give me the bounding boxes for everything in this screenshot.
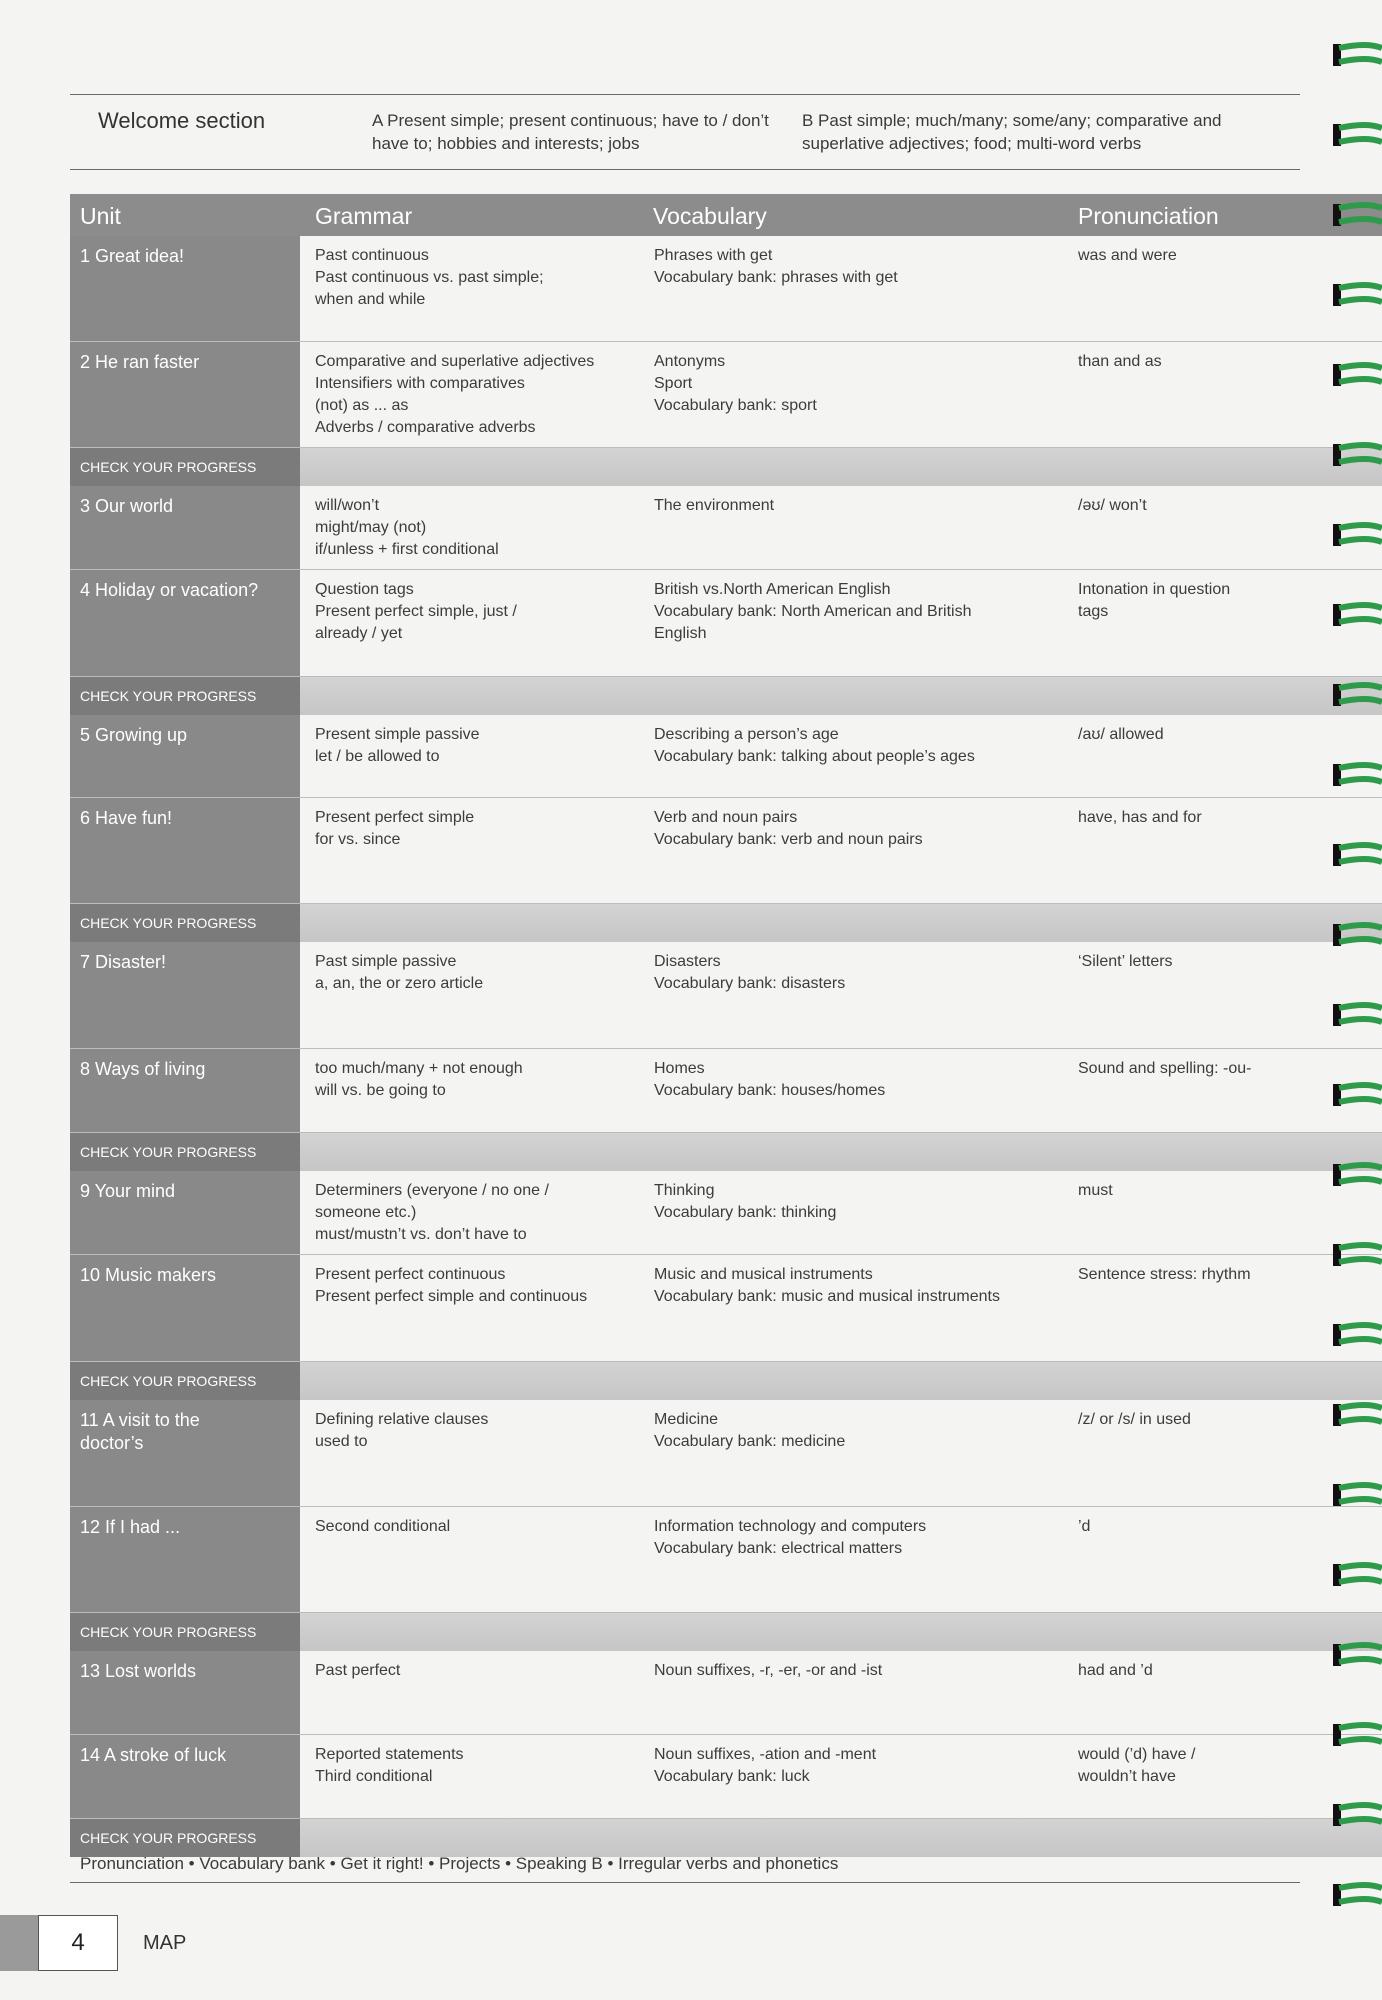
unit-title: 7 Disaster!: [80, 952, 167, 972]
table-row: [70, 1400, 1382, 1507]
unit-title: 4 Holiday or vacation?: [80, 580, 259, 600]
pronunciation-cell: /aʊ/ allowed: [1078, 726, 1164, 743]
pronunciation-cell: Intonation in question tags: [1078, 581, 1231, 620]
progress-band: [300, 1133, 1382, 1171]
table-row: [70, 942, 1382, 1049]
check-progress-label: CHECK YOUR PROGRESS: [70, 1613, 300, 1651]
pronunciation-cell: than and as: [1078, 353, 1162, 370]
table-row: [70, 570, 1382, 677]
grammar-cell: Past perfect: [315, 1662, 401, 1679]
table-row: [70, 1735, 1382, 1819]
header-pronunciation: Pronunciation: [1078, 203, 1219, 229]
check-progress-label: CHECK YOUR PROGRESS: [70, 1362, 300, 1400]
vocabulary-cell: Describing a person’s age Vocabulary bank: talking about people’s ages: [654, 726, 975, 765]
table-row: [70, 1255, 1382, 1362]
welcome-column-b: B Past simple; much/many; some/any; comparative and superlative adjectives; food; multi-word verbs: [802, 111, 1222, 153]
spiral-ring-icon: [1327, 1800, 1382, 1830]
spiral-ring-icon: [1327, 120, 1382, 150]
unit-title: 13 Lost worlds: [80, 1661, 197, 1681]
spiral-ring-icon: [1327, 520, 1382, 550]
vocabulary-cell: Disasters Vocabulary bank: disasters: [654, 953, 846, 992]
spiral-ring-icon: [1327, 1240, 1382, 1270]
unit-cell: [70, 798, 300, 903]
progress-band: [300, 1613, 1382, 1651]
table-row: [70, 1651, 1382, 1735]
grammar-cell: Past simple passive a, an, the or zero article: [315, 953, 484, 992]
table-row: [70, 715, 1382, 798]
vocabulary-cell: Homes Vocabulary bank: houses/homes: [654, 1060, 886, 1099]
header-vocabulary: Vocabulary: [653, 203, 767, 229]
welcome-title: Welcome section: [98, 108, 266, 133]
unit-title: 12 If I had ...: [80, 1517, 181, 1537]
check-progress-row: [70, 1613, 1382, 1651]
grammar-cell: Present perfect simple for vs. since: [315, 809, 475, 848]
spiral-ring-icon: [1327, 920, 1382, 950]
welcome-column-a: A Present simple; present continuous; have to / don’t have to; hobbies and interests; jobs: [372, 111, 769, 153]
unit-cell: [70, 942, 300, 1048]
pronunciation-cell: /əʊ/ won’t: [1078, 497, 1147, 514]
spiral-ring-icon: [1327, 1640, 1382, 1670]
progress-band: [300, 904, 1382, 942]
unit-cell: [70, 1507, 300, 1612]
unit-cell: [70, 486, 300, 569]
unit-cell: [70, 1651, 300, 1734]
vocabulary-cell: Thinking Vocabulary bank: thinking: [654, 1182, 837, 1221]
table-row: [70, 342, 1382, 448]
spiral-ring-icon: [1327, 840, 1382, 870]
table-row: [70, 236, 1382, 342]
table-row: [70, 1049, 1382, 1133]
check-progress-row: [70, 1133, 1382, 1171]
unit-cell: [70, 1255, 300, 1361]
spiral-ring-icon: [1327, 1400, 1382, 1430]
pronunciation-cell: Sound and spelling: -ou-: [1078, 1060, 1252, 1077]
table-row: [70, 486, 1382, 570]
grammar-cell: Determiners (everyone / no one / someone etc.) must/mustn’t vs. don’t have to: [315, 1182, 549, 1243]
check-progress-row: [70, 1362, 1382, 1400]
unit-title: 2 He ran faster: [80, 352, 200, 372]
pronunciation-cell: was and were: [1078, 247, 1177, 264]
spiral-ring-icon: [1327, 1720, 1382, 1750]
grammar-cell: Comparative and superlative adjectives Intensifiers with comparatives (not) as ... as Adverbs / comparative adverbs: [315, 353, 595, 436]
page-number: 4: [38, 1915, 118, 1971]
unit-title: 3 Our world: [80, 496, 174, 516]
pronunciation-cell: /z/ or /s/ in used: [1078, 1411, 1191, 1428]
vocabulary-cell: Noun suffixes, -r, -er, -or and -ist: [654, 1662, 883, 1679]
spiral-ring-icon: [1327, 440, 1382, 470]
unit-title: 11 A visit to the doctor’s: [80, 1410, 200, 1453]
vocabulary-cell: Music and musical instruments Vocabulary bank: music and musical instruments: [654, 1266, 1000, 1305]
unit-title: 1 Great idea!: [80, 246, 185, 266]
header-unit: Unit: [80, 203, 121, 229]
spiral-ring-icon: [1327, 40, 1382, 70]
unit-cell: [70, 1400, 300, 1506]
spiral-ring-icon: [1327, 1000, 1382, 1030]
spiral-ring-icon: [1327, 1560, 1382, 1590]
vocabulary-cell: Medicine Vocabulary bank: medicine: [654, 1411, 846, 1450]
grammar-cell: Past continuous Past continuous vs. past simple; when and while: [315, 247, 544, 308]
grammar-cell: Question tags Present perfect simple, just / already / yet: [315, 581, 517, 642]
check-progress-row: [70, 448, 1382, 486]
vocabulary-cell: British vs.North American English Vocabulary bank: North American and British English: [654, 581, 972, 642]
pronunciation-cell: ‘Silent’ letters: [1078, 953, 1173, 970]
vocabulary-cell: Information technology and computers Vocabulary bank: electrical matters: [654, 1518, 927, 1557]
unit-title: 8 Ways of living: [80, 1059, 206, 1079]
progress-band: [300, 677, 1382, 715]
check-progress-label: CHECK YOUR PROGRESS: [70, 1133, 300, 1171]
spiral-ring-icon: [1327, 1480, 1382, 1510]
pronunciation-cell: would (’d) have / wouldn’t have: [1078, 1746, 1196, 1785]
grammar-cell: Defining relative clauses used to: [315, 1411, 489, 1450]
grammar-cell: Reported statements Third conditional: [315, 1746, 464, 1785]
unit-title: 6 Have fun!: [80, 808, 173, 828]
check-progress-row: [70, 904, 1382, 942]
spiral-ring-icon: [1327, 1320, 1382, 1350]
pronunciation-cell: have, has and for: [1078, 809, 1202, 826]
spiral-ring-icon: [1327, 280, 1382, 310]
vocabulary-cell: Antonyms Sport Vocabulary bank: sport: [654, 353, 817, 414]
vocabulary-cell: Noun suffixes, -ation and -ment Vocabulary bank: luck: [654, 1746, 877, 1785]
table-row: [70, 1507, 1382, 1613]
spiral-ring-icon: [1327, 1160, 1382, 1190]
unit-cell: [70, 570, 300, 676]
table-body: [70, 236, 1382, 1857]
unit-title: 9 Your mind: [80, 1181, 176, 1201]
contents-table: [70, 194, 1382, 1857]
spiral-ring-icon: [1327, 680, 1382, 710]
unit-cell: [70, 1049, 300, 1132]
page-tab: [0, 1915, 38, 1971]
progress-band: [300, 1362, 1382, 1400]
vocabulary-cell: Verb and noun pairs Vocabulary bank: verb and noun pairs: [654, 809, 923, 848]
page-label: MAP: [143, 1932, 187, 1954]
unit-cell: [70, 1735, 300, 1818]
check-progress-label: CHECK YOUR PROGRESS: [70, 1819, 300, 1857]
spiral-ring-icon: [1327, 360, 1382, 390]
spiral-ring-icon: [1327, 200, 1382, 230]
check-progress-row: [70, 677, 1382, 715]
vocabulary-cell: The environment: [654, 497, 775, 514]
spiral-ring-icon: [1327, 760, 1382, 790]
check-progress-label: CHECK YOUR PROGRESS: [70, 677, 300, 715]
grammar-cell: will/won’t might/may (not) if/unless + first conditional: [315, 497, 499, 558]
check-progress-label: CHECK YOUR PROGRESS: [70, 904, 300, 942]
pronunciation-cell: had and ’d: [1078, 1662, 1153, 1679]
unit-cell: [70, 1171, 300, 1254]
grammar-cell: too much/many + not enough will vs. be going to: [315, 1060, 523, 1099]
table-row: [70, 798, 1382, 904]
unit-cell: [70, 715, 300, 797]
header-grammar: Grammar: [315, 203, 413, 229]
spiral-ring-icon: [1327, 1880, 1382, 1910]
unit-title: 10 Music makers: [80, 1265, 217, 1285]
pronunciation-cell: ’d: [1078, 1518, 1091, 1535]
welcome-section: [70, 94, 1300, 170]
unit-title: 5 Growing up: [80, 725, 188, 745]
spiral-ring-icon: [1327, 1080, 1382, 1110]
vocabulary-cell: Phrases with get Vocabulary bank: phrases with get: [654, 247, 898, 286]
appendix-footer: Pronunciation • Vocabulary bank • Get it right! • Projects • Speaking B • Irregular verbs and phonetics: [70, 1845, 1300, 1883]
pronunciation-cell: Sentence stress: rhythm: [1078, 1266, 1251, 1283]
grammar-cell: Present simple passive let / be allowed to: [315, 726, 480, 765]
check-progress-label: CHECK YOUR PROGRESS: [70, 448, 300, 486]
table-header: [70, 194, 1382, 236]
grammar-cell: Present perfect continuous Present perfect simple and continuous: [315, 1266, 588, 1305]
unit-cell: [70, 236, 300, 341]
table-row: [70, 1171, 1382, 1255]
grammar-cell: Second conditional: [315, 1518, 451, 1535]
unit-cell: [70, 342, 300, 447]
progress-band: [300, 448, 1382, 486]
spiral-ring-icon: [1327, 600, 1382, 630]
pronunciation-cell: must: [1078, 1182, 1113, 1199]
unit-title: 14 A stroke of luck: [80, 1745, 227, 1765]
